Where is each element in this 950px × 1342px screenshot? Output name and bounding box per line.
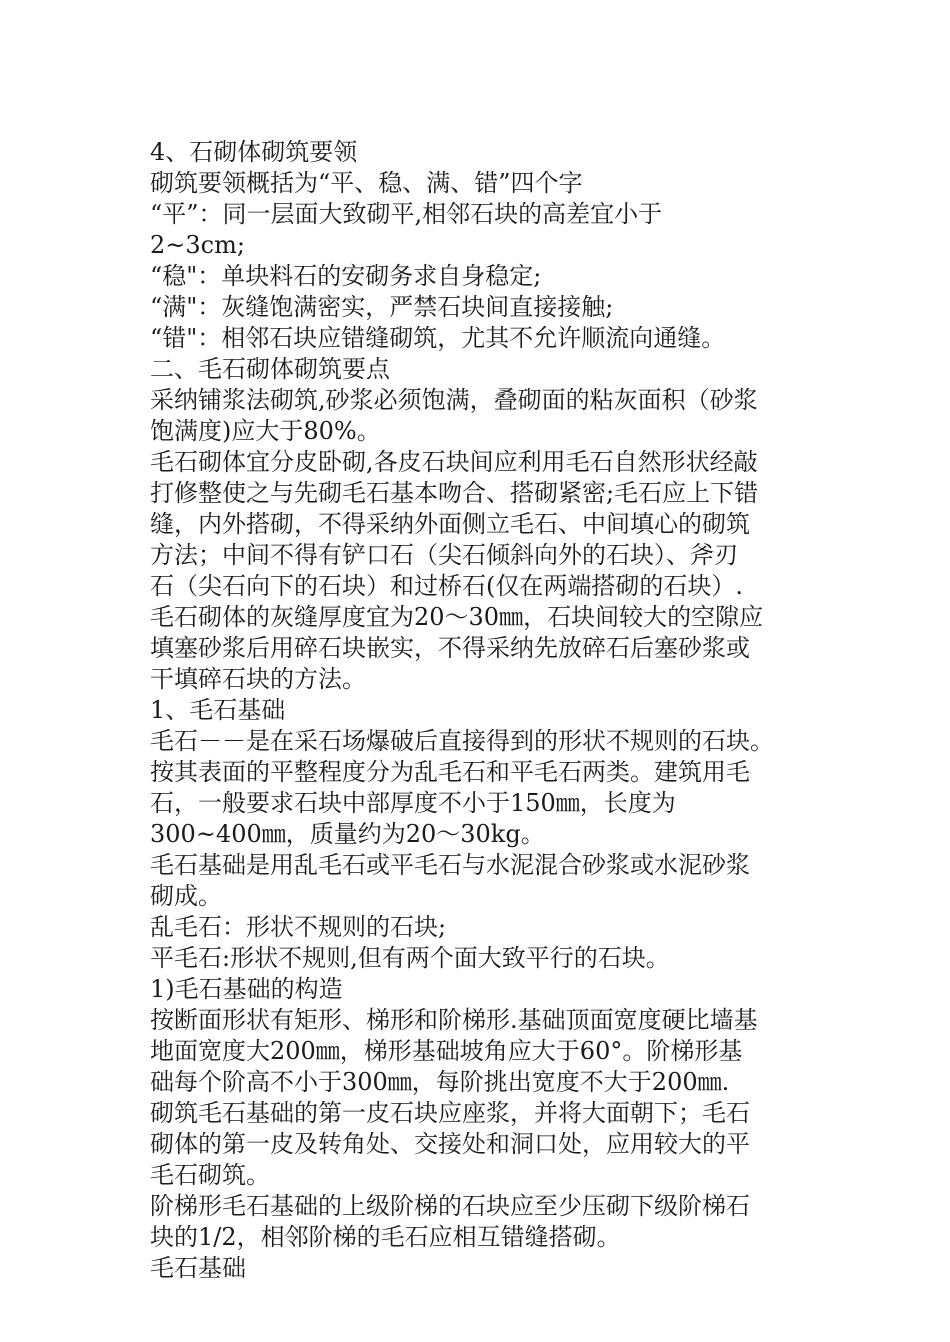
text-line: 方法；中间不得有铲口石（尖石倾斜向外的石块）、斧刃 (150, 541, 738, 569)
text-line: “错"：相邻石块应错缝砌筑，尤其不允许顺流向通缝。 (150, 324, 726, 352)
text-line: 按断面形状有矩形、梯形和阶梯形.基础顶面宽度硬比墙基 (150, 1006, 758, 1034)
text-line: 按其表面的平整程度分为乱毛石和平毛石两类。建筑用毛 (150, 758, 750, 786)
text-line: 采纳铺浆法砌筑,砂浆必须饱满，叠砌面的粘灰面积（砂浆 (150, 386, 758, 414)
text-line: 毛石基础 (150, 1254, 246, 1282)
text-line: 石（尖石向下的石块）和过桥石(仅在两端搭砌的石块）. (150, 572, 743, 600)
text-line: “平”：同一层面大致砌平,相邻石块的高差宜小于 (150, 200, 663, 228)
text-line: 石，一般要求石块中部厚度不小于150㎜，长度为 (150, 789, 676, 817)
text-line: 砌体的第一皮及转角处、交接处和洞口处，应用较大的平 (150, 1130, 750, 1158)
section-heading: 4、石砌体砌筑要领 (150, 138, 358, 166)
document-body (150, 137, 815, 1284)
text-line: 乱毛石：形状不规则的石块; (150, 913, 447, 941)
text-line: 毛石砌体宜分皮卧砌,各皮石块间应利用毛石自然形状经敲 (150, 448, 758, 476)
text-line: 毛石砌筑。 (150, 1161, 270, 1189)
text-line: 地面宽度大200㎜，梯形基础坡角应大于60°。阶梯形基 (150, 1037, 743, 1065)
text-line: 阶梯形毛石基础的上级阶梯的石块应至少压砌下级阶梯石 (150, 1192, 750, 1220)
text-line: 毛石基础是用乱毛石或平毛石与水泥混合砂浆或水泥砂浆 (150, 851, 750, 879)
text-line: 毛石－－是在采石场爆破后直接得到的形状不规则的石块。 (150, 727, 774, 755)
text-line: 填塞砂浆后用碎石块嵌实，不得采纳先放碎石后塞砂浆或 (150, 634, 750, 662)
text-line: 干填碎石块的方法。 (150, 665, 366, 693)
text-line: 打修整使之与先砌毛石基本吻合、搭砌紧密;毛石应上下错 (150, 479, 759, 507)
text-line: 砌筑毛石基础的第一皮石块应座浆，并将大面朝下；毛石 (150, 1099, 750, 1127)
text-line: “稳"：单块料石的安砌务求自身稳定; (150, 262, 542, 290)
text-line: 砌筑要领概括为“平、稳、满、错”四个字 (150, 169, 583, 197)
text-line: 毛石砌体的灰缝厚度宜为20～30㎜，石块间较大的空隙应 (150, 603, 764, 631)
subsection-heading: 1)毛石基础的构造 (150, 975, 343, 1003)
text-line: “满"：灰缝饱满密实，严禁石块间直接接触; (150, 293, 614, 321)
text-line: 平毛石:形状不规则,但有两个面大致平行的石块。 (150, 944, 670, 972)
text-line: 缝，内外搭砌，不得采纳外面侧立毛石、中间填心的砌筑 (150, 510, 750, 538)
section-heading: 二、毛石砌体砌筑要点 (150, 355, 390, 383)
section-heading: 1、毛石基础 (150, 696, 286, 724)
text-line: 砌成。 (150, 882, 222, 910)
text-line: 饱满度)应大于80%。 (150, 417, 381, 445)
text-line: 2~3cm; (150, 231, 245, 259)
text-line: 础每个阶高不小于300㎜，每阶挑出宽度不大于200㎜. (150, 1068, 730, 1096)
text-line: 块的1/2，相邻阶梯的毛石应相互错缝搭砌。 (150, 1223, 621, 1251)
text-line: 300~400㎜，质量约为20～30kg。 (150, 820, 545, 848)
